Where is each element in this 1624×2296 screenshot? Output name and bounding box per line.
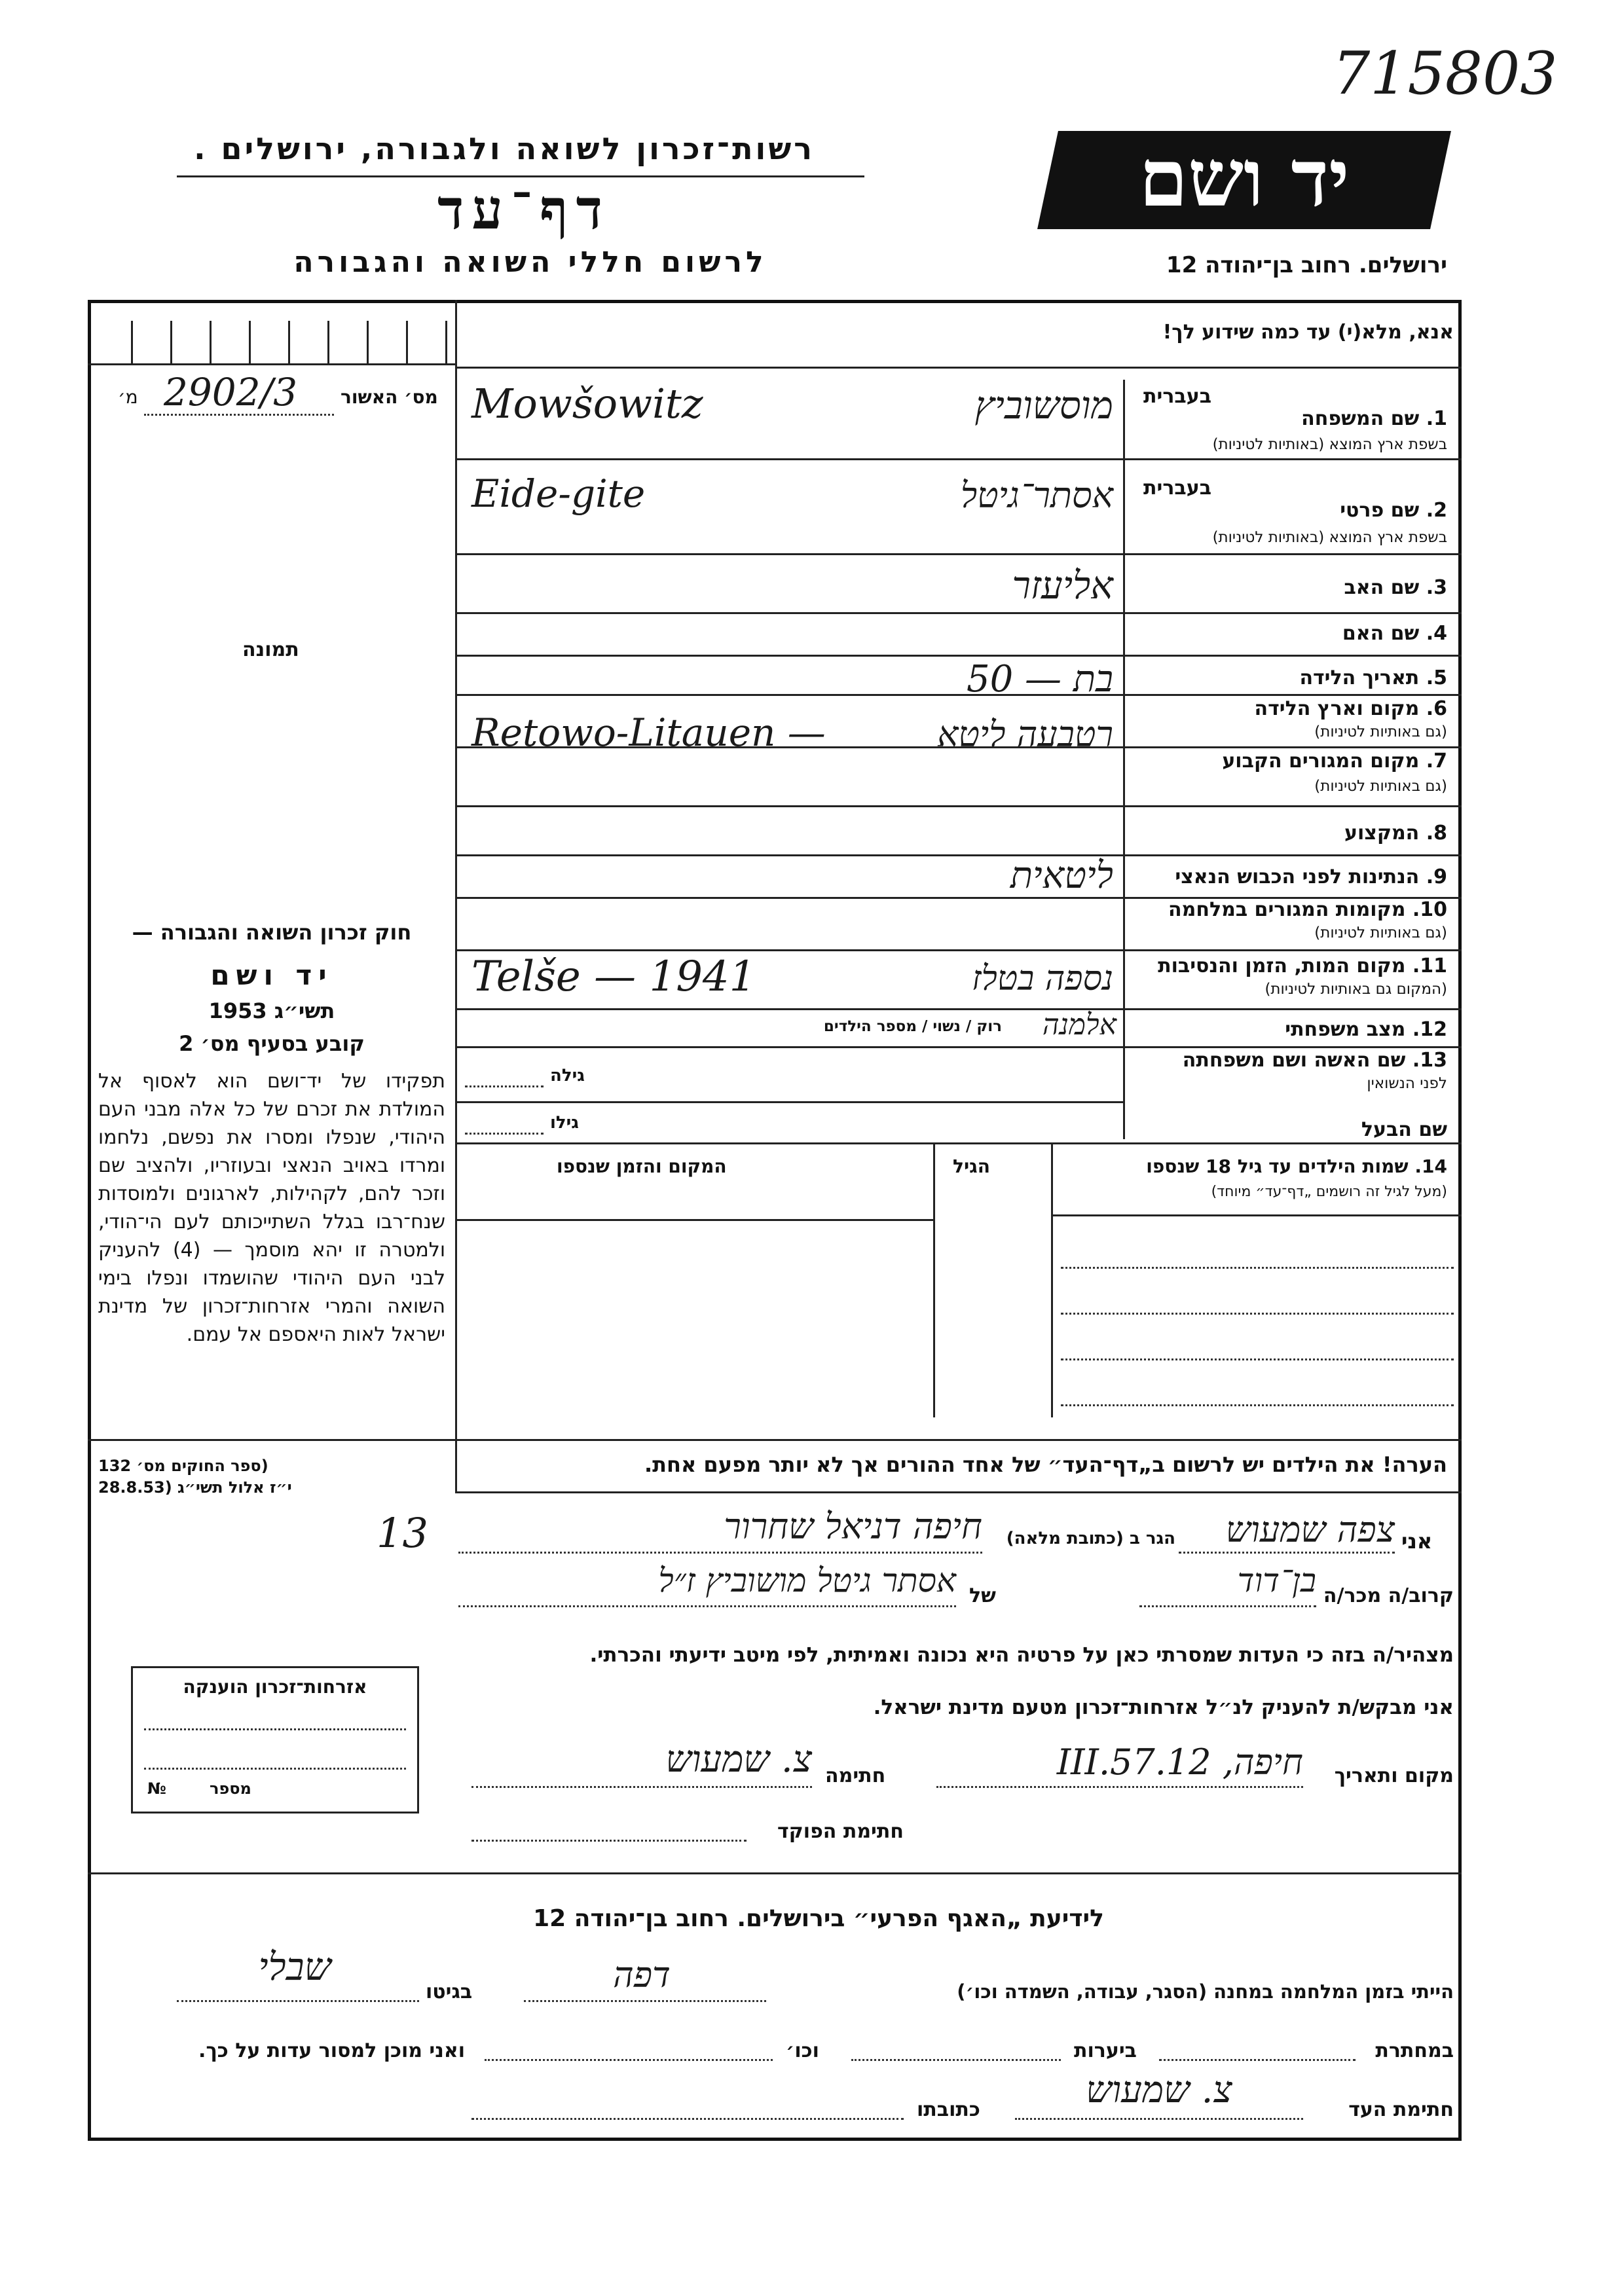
forests-dots (851, 2059, 1061, 2061)
row-line (88, 1439, 1462, 1441)
children-place-header: המקום והזמן שנספו (557, 1156, 727, 1177)
address-line: ירושלים. רחוב בן־יהודה 12 (1166, 252, 1447, 278)
children-header-line (1051, 1214, 1462, 1216)
tick (445, 321, 447, 363)
photo-label: תמונה (242, 638, 299, 661)
death-place-label: 11. מקום המות, הזמן והנסיבות (1158, 955, 1447, 977)
row-line (455, 612, 1462, 614)
place-date-value[interactable]: חיפה, 12.III.57 (1056, 1741, 1303, 1783)
row-line (455, 1491, 1462, 1493)
birth-date-label: 5. תאריך הלידה (1299, 666, 1447, 689)
residence-sublabel: (גם באותיות לטיניות) (1314, 778, 1447, 795)
children-note: הערה! את הילדים יש לרשום ב„דף־העד״ של אחד ההורים אך לא יותר מפעם אחת. (644, 1452, 1447, 1477)
surname-hebrew-tag: בעברית (1143, 385, 1211, 408)
row-line (455, 367, 1462, 369)
ready-to-testify-label: ואני מוכן למסור עדות על כך. (198, 2039, 465, 2062)
firstname-latin-value[interactable]: Eide-gite (471, 471, 646, 516)
camp-value[interactable]: דפה (613, 1954, 671, 1995)
document-subtitle: לרשום חללי השואה והגבורה (293, 246, 767, 279)
birthplace-latin-value[interactable]: Retowo-Litauen — (471, 710, 826, 755)
address-dots (458, 1552, 982, 1554)
left-column-divider (455, 300, 457, 1491)
children-row (1061, 1313, 1454, 1315)
of-label: של (969, 1584, 996, 1607)
surname-label: 1. שם המשפחה (1301, 407, 1447, 430)
marital-status-value[interactable]: אלמנה (1042, 1008, 1116, 1042)
birthplace-label: 6. מקום וארץ הלידה (1254, 697, 1447, 720)
relation-dots (1139, 1605, 1316, 1607)
wife-name-label: 13. שם האשה ושם משפחתה (1182, 1049, 1447, 1072)
stamp-number-sign: № (147, 1779, 166, 1798)
signature-value[interactable]: צ. שמעוש (665, 1738, 812, 1781)
nationality-value[interactable]: ליטאית (1010, 854, 1113, 897)
father-name-value[interactable]: אליעזר (1012, 563, 1113, 608)
row-line (455, 655, 1462, 657)
children-row (1061, 1404, 1454, 1406)
camp-dots (524, 2000, 766, 2002)
birthplace-hebrew-value[interactable]: רטבעה ליטא (937, 714, 1113, 755)
row-line (455, 949, 1462, 951)
info-section-title: לידיעת „האגף הפרעי״ בירושלים. רחוב בן־יהודה 12 (533, 1905, 1104, 1932)
place-date-label: מקום ותאריך (1334, 1764, 1454, 1787)
marital-status-options: רוק / נשוי / מספר הילדים (823, 1018, 1002, 1035)
firstname-label: 2. שם פרטי (1340, 499, 1447, 522)
tick (406, 321, 408, 363)
children-age-header: הגיל (953, 1156, 990, 1177)
wife-age-label: גילה (550, 1066, 585, 1085)
of-value[interactable]: אסתר גיטל מושוביץ ז״ל (658, 1561, 956, 1599)
stamp-dots (144, 1728, 406, 1730)
tick (327, 321, 329, 363)
witness-address-dots (471, 2118, 904, 2120)
surname-latin-value[interactable]: Mowšowitz (471, 380, 703, 428)
husband-name-label: שם הבעל (1361, 1118, 1447, 1141)
stamp-title: אזרחות־זכרון הוענקה (183, 1676, 367, 1698)
children-col-divider (1051, 1142, 1053, 1417)
children-label: 14. שמות הילדים עד גיל 18 שנספו (1146, 1156, 1447, 1177)
witness-signature-label: חתימת העד (1348, 2098, 1454, 2121)
row-line (455, 1101, 1123, 1103)
law-name: יד ושם (210, 959, 333, 991)
tick (131, 321, 133, 363)
statement-2: אני מבקש/ת להעניק לנ״ל אזרחות־זכרון מטעם מדינת ישראל. (873, 1696, 1454, 1719)
stamp-dots (144, 1768, 406, 1770)
row-line (455, 694, 1462, 696)
witness-signature-dots (1015, 2118, 1303, 2120)
address-value[interactable]: חיפה דניאל שחרור (724, 1506, 982, 1547)
tick (249, 321, 251, 363)
relation-value[interactable]: בן־דוד (1237, 1561, 1316, 1599)
wartime-residence-sublabel: (גם באותיות לטיניות) (1314, 924, 1447, 941)
witness-signature-value[interactable]: צ. שמעוש (1086, 2069, 1232, 2111)
row-line (455, 1008, 1462, 1010)
occupation-label: 8. המקצוע (1344, 822, 1447, 845)
approval-dots (144, 414, 334, 416)
firstname-sublabel: בשפת ארץ המוצא (באותיות לטיניות) (1212, 529, 1447, 546)
address-label: הגר ב (כתובת מלאה) (1006, 1529, 1175, 1548)
row-line (455, 1046, 1462, 1048)
birth-date-value[interactable]: בת — 50 (966, 658, 1113, 701)
firstname-hebrew-tag: בעברית (1143, 477, 1211, 500)
law-title: חוק זכרון השואה והגבורה — (132, 920, 412, 945)
row-line (455, 805, 1462, 807)
etc-label: וכו׳ (786, 2039, 819, 2062)
intro-text: אנא, מלא(י) עד כמה שידוע לך! (1162, 321, 1454, 344)
ghetto-dots (177, 2000, 419, 2002)
approval-number: 2902/3 (164, 370, 298, 414)
label-column-divider (1123, 380, 1125, 1139)
residence-label: 7. מקום המגורים הקבוע (1222, 750, 1447, 773)
yad-vashem-logo: יד ושם (1139, 132, 1350, 225)
mother-name-label: 4. שם האם (1342, 622, 1447, 645)
firstname-hebrew-value[interactable]: אסתר־גיטל (960, 475, 1113, 516)
birthplace-sublabel: (גם באותיות לטיניות) (1314, 723, 1447, 740)
tick (367, 321, 369, 363)
wife-age-dots (465, 1085, 544, 1087)
children-col-divider (933, 1142, 935, 1417)
nationality-label: 9. הנתינות לפני הכבוש הנאצי (1175, 866, 1447, 888)
children-header-line (455, 1219, 933, 1221)
children-row (1061, 1358, 1454, 1360)
signature-dots (471, 1786, 812, 1788)
marital-status-label: 12. מצב משפחתי (1285, 1018, 1447, 1041)
law-year: תשי״ג 1953 (208, 998, 335, 1023)
underground-label: במחתרת (1375, 2039, 1454, 2062)
approval-mark: מ׳ (118, 386, 138, 408)
declarant-label: אני (1401, 1529, 1433, 1554)
stamp-number-label: מספר (210, 1779, 251, 1798)
house-number: 13 (377, 1509, 428, 1557)
tick (288, 321, 290, 363)
row-line (455, 746, 1462, 748)
surname-sublabel: בשפת ארץ המוצא (באותיות לטיניות) (1212, 436, 1447, 453)
row-line (455, 458, 1462, 460)
tick-row-line (88, 363, 455, 365)
row-line (455, 553, 1462, 555)
declarant-name-value[interactable]: צפה שמעוש (1225, 1509, 1395, 1550)
ghetto-value[interactable]: שבלי (258, 1944, 331, 1989)
law-reference-2: י״ז אלול תשי״ג (28.8.53 (98, 1478, 292, 1497)
tick (170, 321, 172, 363)
relation-label: קרוב/ה מכר/ה (1323, 1584, 1454, 1607)
camp-label: הייתי בזמן המלחמה במחנה (הסגר, עבודה, השמדה וכו׳) (957, 1980, 1454, 2003)
document-title: דף־עד (437, 177, 610, 242)
archive-number: 715803 (1333, 39, 1558, 108)
approval-label: מס׳ האשור (341, 386, 438, 408)
ghetto-label: בגיטו (426, 1980, 473, 2003)
statement-1: מצהיר/ה בזה כי העדות שמסרתי כאן על פרטיה היא נכונה ואמיתית, לפי מיטב ידיעתי והכרתי. (589, 1643, 1454, 1667)
place-date-dots (936, 1786, 1303, 1788)
declarant-dots (1179, 1552, 1395, 1554)
officer-signature-dots (471, 1840, 747, 1842)
law-reference-1: (ספר החוקים מס׳ 132 (98, 1457, 268, 1475)
husband-age-dots (465, 1133, 544, 1135)
father-name-label: 3. שם האב (1344, 576, 1447, 599)
underground-dots (1159, 2059, 1356, 2061)
husband-age-label: גילו (550, 1113, 579, 1133)
law-clause: קובע בסעיף מס׳ 2 (179, 1031, 365, 1056)
officer-signature-label: חתימת הפוקד (777, 1820, 904, 1843)
death-place-hebrew-value[interactable]: נספה בטלז (971, 959, 1113, 998)
authority-line: רשות־זכרון לשואה ולגבורה, ירושלים . (194, 131, 815, 166)
tick (210, 321, 212, 363)
surname-hebrew-value[interactable]: מוסשוביץ (974, 383, 1113, 428)
etc-dots (485, 2059, 773, 2061)
signature-label: חתימה (825, 1764, 886, 1787)
children-row (1061, 1267, 1454, 1269)
of-dots (458, 1605, 956, 1607)
witness-address-label: כתובתו (917, 2098, 980, 2121)
death-place-latin-value[interactable]: Telše — 1941 (471, 953, 756, 1001)
section-divider (88, 1872, 1462, 1874)
forests-label: ביערות (1074, 2039, 1137, 2062)
wartime-residence-label: 10. מקומות המגורים במלחמה (1168, 898, 1447, 921)
death-place-sublabel: (המקום גם באותיות לטיניות) (1264, 981, 1447, 998)
wife-name-sublabel: לפני הנשואין (1367, 1075, 1447, 1092)
row-line (455, 1142, 1462, 1144)
law-text: תפקידו של יד־ושם הוא לאסוף אל המולדת את זכרם של כל אלה מבני העם היהודי, שנפלו ומסרו את נפשם, נלחמו ומרדו באויב הנאצי ובעוזריו, ולהציב שם וזכר להם, לקהילות, לארגונים ולמוסדות שנח־רבו בגלל השתייכותם לעם הי־הודי, ולמטרה זו יהא מוסמך — (4) להעניק לבני העם היהודי שהושמדו ונפלו בימי השואה והמרי אזרחות־זכרון של מדינת ישראל לאות היאספם אל עמם. (98, 1070, 445, 1346)
children-sublabel: (מעל לגיל זה רושמים „דף־עד״ מיוחד) (1211, 1184, 1447, 1200)
